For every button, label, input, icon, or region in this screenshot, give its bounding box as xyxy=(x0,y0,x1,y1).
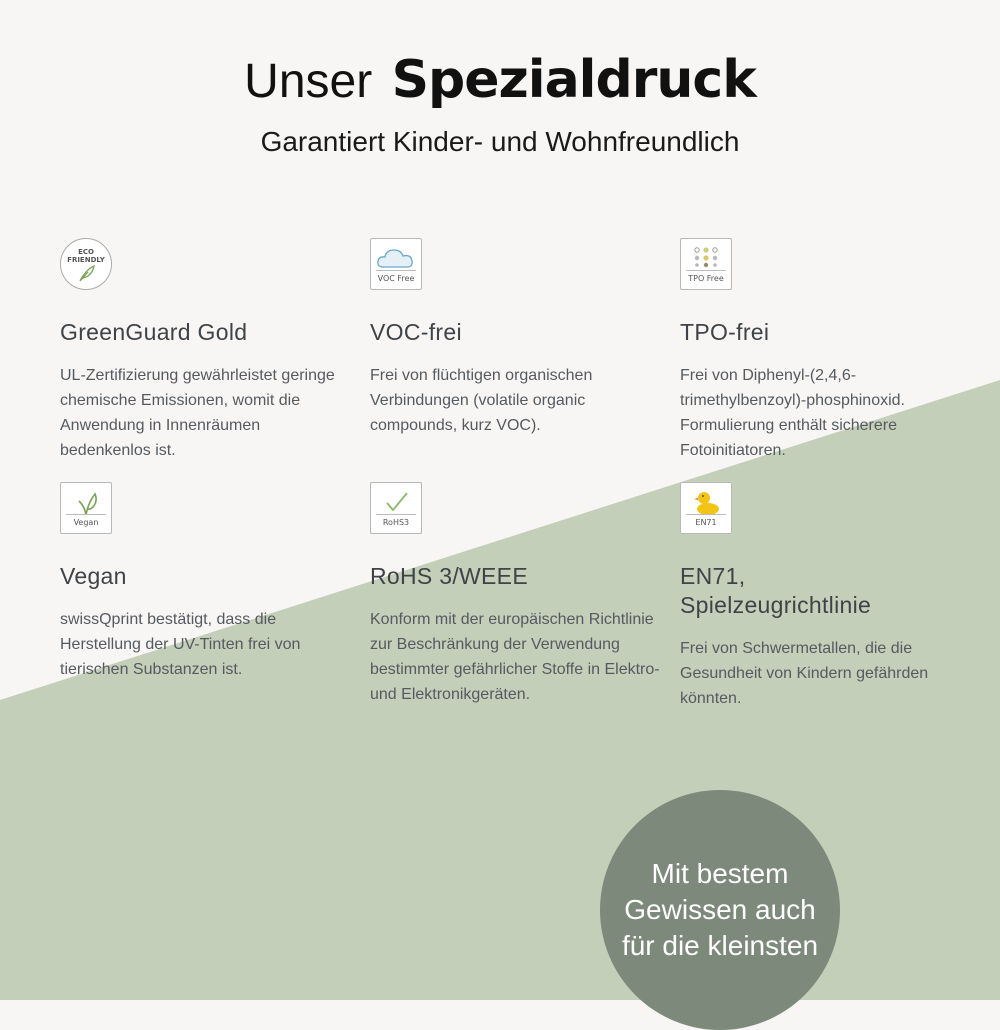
feature-title: GreenGuard Gold xyxy=(60,319,248,345)
feature-title: RoHS 3/WEEE xyxy=(370,563,528,589)
page-title xyxy=(0,50,1000,110)
feature-text: Frei von Diphenyl-(2,4,6-trimethylbenzoyl)-phosphinoxid. Formulierung enthält sicherere Fotoinitiatoren. xyxy=(680,367,905,459)
feature-vegan xyxy=(60,482,350,682)
feature-greenguard xyxy=(60,238,350,463)
rohs3-label: RoHS3 xyxy=(382,518,410,527)
feature-title: VOC-frei xyxy=(370,319,462,345)
slogan-text: Mit bestem Gewissen auch für die kleinsten xyxy=(621,858,819,961)
feature-rohs xyxy=(370,482,660,707)
dots-icon xyxy=(680,238,732,290)
title-bold: Spezialdruck xyxy=(391,50,756,110)
checkmark-icon xyxy=(370,482,422,534)
cloud-icon xyxy=(370,238,422,290)
vegan-label: Vegan xyxy=(73,518,99,527)
feature-text: Konform mit der europäischen Richtlinie zur Beschränkung der Verwendung bestimmter gefährlicher Stoffe in Elektro- und Elektronikgeräten. xyxy=(370,611,660,703)
title-light: Unser xyxy=(244,55,373,108)
feature-text: swissQprint bestätigt, dass die Herstellung der UV-Tinten frei von tierischen Substanzen ist. xyxy=(60,611,301,678)
feature-title: Vegan xyxy=(60,563,127,589)
leaf-icon xyxy=(60,482,112,534)
feature-text: Frei von flüchtigen organischen Verbindungen (volatile organic compounds, kurz VOC). xyxy=(370,367,593,434)
tpo-free-label: TPO Free xyxy=(688,274,724,283)
feature-text: Frei von Schwermetallen, die die Gesundheit von Kindern gefährden könnten. xyxy=(680,640,929,707)
eco-friendly-label: ECO FRIENDLY xyxy=(67,248,105,264)
slogan-badge xyxy=(600,790,840,1030)
feature-voc xyxy=(370,238,660,438)
eco-friendly-icon xyxy=(60,238,112,290)
feature-tpo xyxy=(680,238,970,463)
voc-free-label: VOC Free xyxy=(377,274,415,283)
page-subtitle: Garantiert Kinder- und Wohnfreundlich xyxy=(260,126,740,157)
feature-text: UL-Zertifizierung gewährleistet geringe chemische Emissionen, womit die Anwendung in Innenräumen bedenkenlos ist. xyxy=(60,367,335,459)
feature-title: TPO-frei xyxy=(680,319,770,345)
feature-en71 xyxy=(680,482,970,711)
rubber-duck-icon xyxy=(680,482,732,534)
feature-title: EN71, Spielzeugrichtlinie xyxy=(680,563,872,618)
en71-label: EN71 xyxy=(695,518,717,527)
